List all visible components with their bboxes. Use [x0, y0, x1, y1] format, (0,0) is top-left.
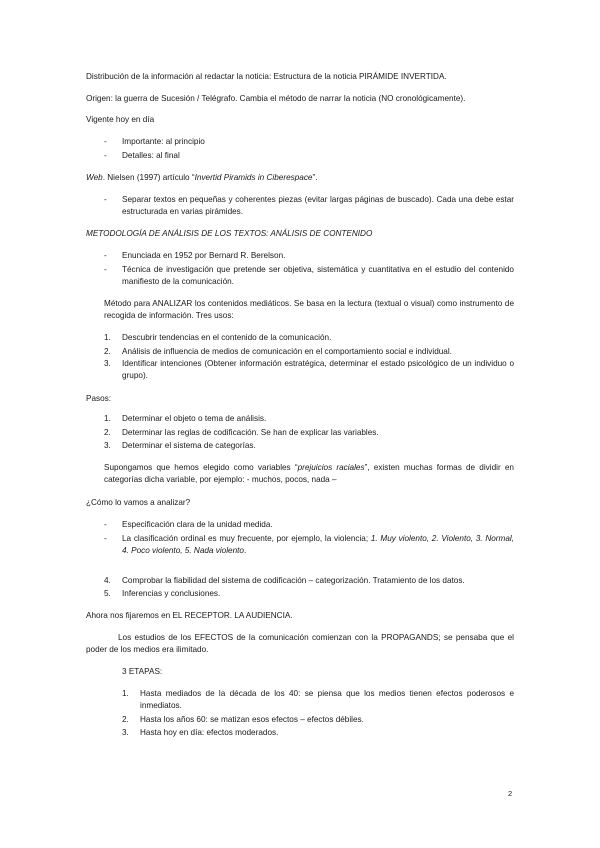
list-item: Determinar las reglas de codificación. Se han de explicar las variables. [122, 428, 379, 437]
list-item: Identificar intenciones (Obtener información estratégica, determinar el estado psicológico de un individuo o grupo). [122, 359, 514, 380]
list-number: 1. [104, 414, 111, 423]
list-item: Separar textos en pequeñas y coherentes piezas (evitar largas páginas de buscado). Cada una debe estar estructurada en varias pirámides. [122, 195, 514, 216]
origin-line: Origen: la guerra de Sucesión / Telégrafo. Cambia el método de narrar la noticia (NO cronológicamente). [86, 94, 466, 103]
list-number: 3. [104, 359, 111, 368]
list-item: Comprobar la fiabilidad del sistema de codificación – categorización. Tratamiento de los datos. [122, 576, 465, 585]
bullet-dash: - [104, 251, 107, 260]
bullet-dash: - [104, 151, 107, 160]
vigente-line: Vigente hoy en día [86, 115, 155, 124]
supongamos-paragraph: Supongamos que hemos elegido como variables “prejuicios raciales”, existen muchas formas de dividir en categorías dicha variable, por ejemplo: - muchos, pocos, nada – [104, 463, 514, 484]
list-number: 2. [104, 347, 111, 356]
section-heading: METODOLOGÍA DE ANÁLISIS DE LOS TEXTOS: ANÁLISIS DE CONTENIDO [86, 229, 373, 238]
page-number: 2 [508, 789, 513, 798]
list-item: Importante: al principio [122, 137, 205, 146]
bullet-dash: - [104, 534, 107, 543]
list-item: Determinar el sistema de categorías. [122, 441, 256, 450]
bullet-dash: - [104, 195, 107, 204]
list-item: Determinar el objeto o tema de análisis. [122, 414, 267, 423]
efectos-paragraph: Los estudios de los EFECTOS de la comunicación comienzan con la PROPAGANDS; se pensaba que el poder de los medios era ilimitado. [86, 633, 514, 654]
list-number: 1. [122, 689, 129, 698]
list-number: 2. [122, 715, 129, 724]
list-item: Especificación clara de la unidad medida. [122, 520, 273, 529]
bullet-dash: - [104, 265, 107, 274]
bullet-dash: - [104, 137, 107, 146]
list-item: Hasta hoy en día: efectos moderados. [140, 728, 279, 737]
list-item: Detalles: al final [122, 151, 180, 160]
list-number: 1. [104, 333, 111, 342]
list-item: Análisis de influencia de medios de comunicación en el comportamiento social e individual. [122, 347, 452, 356]
list-number: 2. [104, 428, 111, 437]
list-number: 5. [104, 589, 111, 598]
list-number: 3. [104, 441, 111, 450]
list-item: Hasta mediados de la década de los 40: se piensa que los medios tienen efectos poderosos e inmediatos. [140, 689, 514, 710]
etapas-label: 3 ETAPAS: [122, 667, 163, 676]
list-item: Enunciada en 1952 por Bernard R. Berelson. [122, 251, 286, 260]
metodo-paragraph: Método para ANALIZAR los contenidos mediáticos. Se basa en la lectura (textual o visual) como instrumento de recogida de información. Tres usos: [104, 299, 514, 320]
web-line: Web. Nielsen (1997) artículo “Invertid Piramids in Ciberespace”. [86, 173, 318, 182]
receptor-heading: Ahora nos fijaremos en EL RECEPTOR. LA AUDIENCIA. [86, 611, 293, 620]
list-number: 4. [104, 576, 111, 585]
list-number: 3. [122, 728, 129, 737]
intro-line: Distribución de la información al redactar la noticia: Estructura de la noticia PIRÁMIDE INVERTIDA. [86, 72, 447, 81]
pasos-label: Pasos: [86, 394, 112, 403]
list-item: Técnica de investigación que pretende ser objetiva, sistemática y cuantitativa en el estudio del contenido manifiesto de la comunicación. [122, 265, 514, 286]
list-item: Inferencias y conclusiones. [122, 589, 221, 598]
como-question: ¿Cómo lo vamos a analizar? [86, 498, 191, 507]
bullet-dash: - [104, 520, 107, 529]
list-item: Hasta los años 60: se matizan esos efectos – efectos débiles. [140, 715, 364, 724]
list-item: La clasificación ordinal es muy frecuente, por ejemplo, la violencia; 1. Muy violento, 2. Violento, 3. Normal, 4. Poco violento, 5. Nada violento. [122, 534, 514, 555]
list-item: Descubrir tendencias en el contenido de la comunicación. [122, 333, 332, 342]
